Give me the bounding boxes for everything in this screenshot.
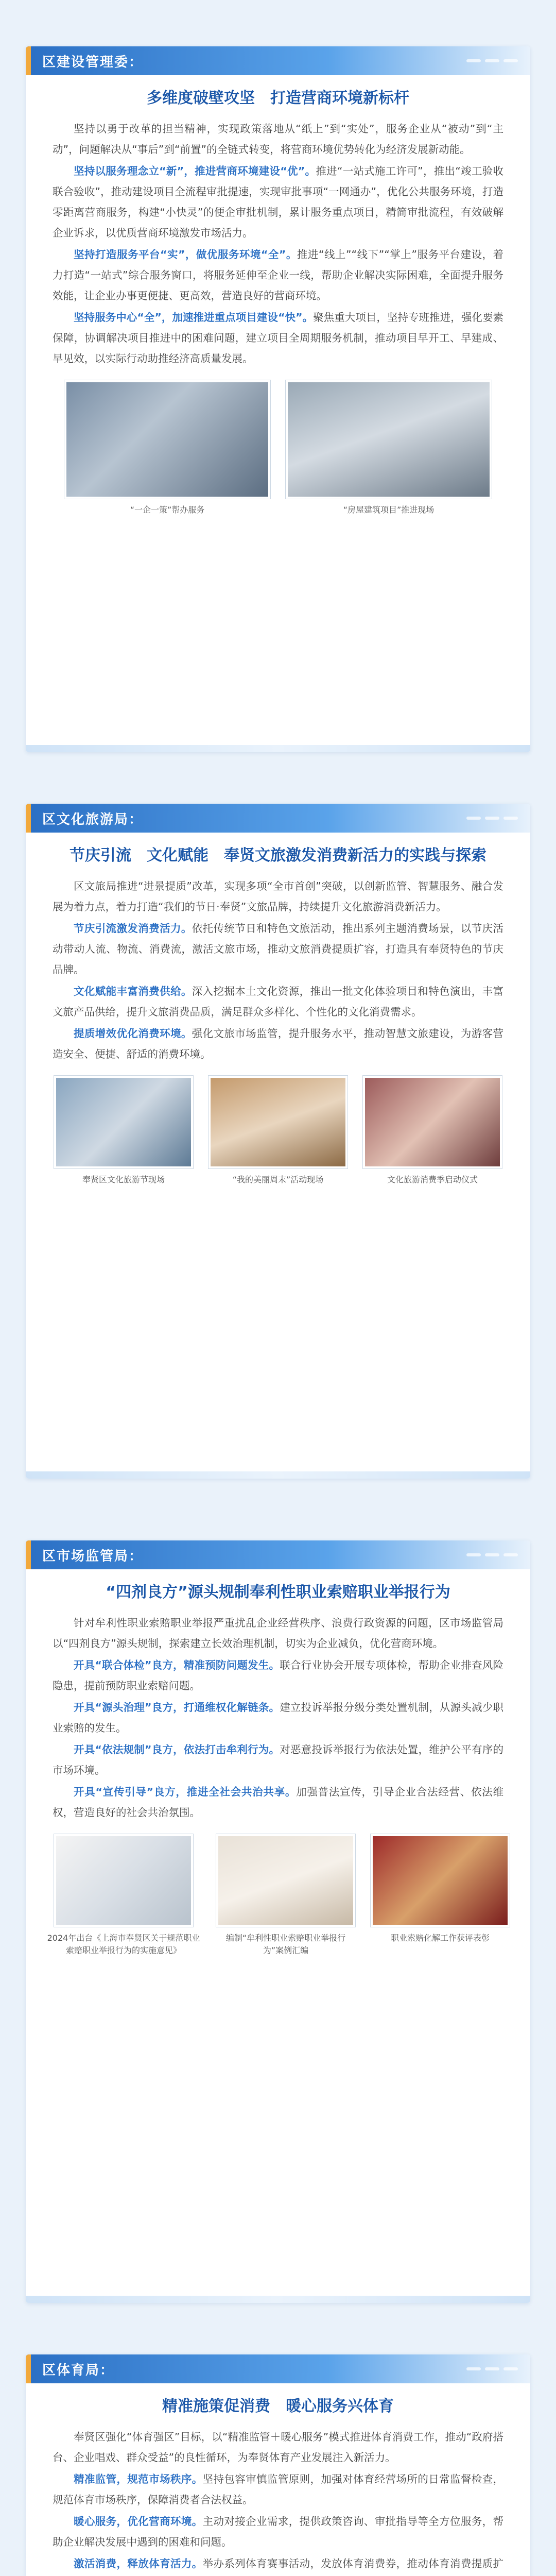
header-decoration: [425, 54, 518, 68]
photo-caption: “一企一策”帮办服务: [130, 505, 205, 515]
photo-row: [26, 1065, 530, 1186]
section-title: 区建设管理委：: [42, 54, 144, 70]
paragraph: 文化赋能丰富消费供给。深入挖掘本土文化资源，推出一批文化体验项目和特色演出，丰富文旅产品供给，提升文旅消费品质，满足群众多样化、个性化的文化消费需求。: [53, 985, 504, 1018]
photo: [371, 1834, 510, 1957]
paragraph: 坚持服务中心“全”，加速推进重点项目建设“快”。聚焦重大项目，坚持专班推进，强化要素保障，协调解决项目推进中的困难问题，建立项目全周期服务机制，推动项目早开工、早建成、早见效，以实际行动助推经济高质量发展。: [53, 311, 503, 365]
photo-caption: 职业索赔化解工作获评表彰: [390, 1933, 490, 1943]
photo-caption: “房屋建筑项目”推进现场: [343, 505, 435, 515]
photo-image: [208, 1076, 348, 1168]
photo-image: [371, 1834, 510, 1927]
paragraph: 开具“宣传引导”良方，推进全社会共治共享。加强普法宣传，引导企业合法经营、依法维权，营造良好的社会共治氛围。: [53, 1786, 503, 1819]
photo: [46, 1834, 201, 1957]
photo-image: [54, 1834, 193, 1927]
section-header: [26, 804, 530, 833]
photo-caption: 文化旅游消费季启动仪式: [387, 1175, 478, 1184]
section-title: 区市场监管局：: [42, 1548, 144, 1564]
photo-image: [216, 1834, 355, 1927]
paragraph: 坚持以勇于改革的担当精神，实现政策落地从“纸上”到“实处”，服务企业从“被动”到“主动”，问题解决从“事后”到“前置”的全链式转变，将营商环境优势转化为经济发展新动能。: [53, 123, 503, 156]
header-decoration: [425, 811, 518, 825]
section-title: 区文化旅游局：: [42, 811, 144, 827]
section-header: [26, 46, 530, 75]
photo-image: [64, 380, 270, 499]
paragraph: 提质增效优化消费环境。强化文旅市场监管，提升服务水平，推动智慧文旅建设，为游客营造安全、便捷、舒适的消费环境。: [53, 1027, 504, 1060]
section-headline: 精准施策促消费 暖心服务兴体育: [162, 2397, 394, 2415]
section-construction: [26, 46, 530, 752]
paragraph: 节庆引流激发消费活力。依托传统节日和特色文旅活动，推出系列主题消费场景，以节庆活动带动人流、物流、消费流，激活文旅市场，推动文旅消费提质扩容，打造具有奉贤特色的节庆品牌。: [53, 922, 504, 976]
paragraph: 坚持打造服务平台“实”，做优服务环境“全”。推进“线上”“线下”“掌上”服务平台建设，着力打造“一站式”综合服务窗口，将服务延伸至企业一线，帮助企业解决实际困难，全面提升服务效能，让企业办事更便捷、更高效，营造良好的营商环境。: [53, 248, 503, 302]
section-culture-tourism: [26, 804, 530, 1479]
paragraph: 针对牟利性职业索赔职业举报严重扰乱企业经营秩序、浪费行政资源的问题，区市场监管局以“四剂良方”源头规制，探索建立长效治理机制，切实为企业减负，优化营商环境。: [53, 1617, 503, 1650]
photo: [208, 1076, 348, 1186]
photo-image: [286, 380, 492, 499]
photo-caption: 2024年出台《上海市奉贤区关于规范职业索赔职业举报行为的实施意见》: [47, 1933, 200, 1955]
photo-caption: “我的美丽周末”活动现场: [232, 1175, 324, 1184]
photo-caption: 奉贤区文化旅游节现场: [82, 1175, 165, 1184]
paragraph: 开具“联合体检”良方，精准预防问题发生。联合行业协会开展专项体检，帮助企业排查风险隐患，提前预防职业索赔问题。: [53, 1659, 503, 1692]
photo-row: [26, 1824, 530, 1957]
photo: [54, 1076, 193, 1186]
photo-image: [363, 1076, 502, 1168]
section-sports: [26, 2354, 530, 2576]
paragraph: 暖心服务，优化营商环境。主动对接企业需求，提供政策咨询、审批指导等全方位服务，帮助企业解决发展中遇到的困难和问题。: [53, 2515, 504, 2548]
photo-image: [54, 1076, 193, 1168]
paragraph: 开具“源头治理”良方，打通维权化解链条。建立投诉举报分级分类处置机制，从源头减少职业索赔的发生。: [53, 1701, 503, 1734]
section-body: [26, 1607, 530, 1823]
section-market-regulation: [26, 1540, 530, 2303]
paragraph: 开具“依法规制”良方，依法打击牟利行为。对恶意投诉举报行为依法处置，维护公平有序的市场环境。: [53, 1743, 503, 1776]
header-decoration: [425, 1548, 518, 1562]
section-body: [26, 113, 530, 369]
section-headline: 节庆引流 文化赋能 奉贤文旅激发消费新活力的实践与探索: [70, 846, 486, 865]
photo: [286, 380, 492, 516]
section-body: [26, 871, 530, 1064]
section-title: 区体育局：: [42, 2362, 115, 2378]
section-headline: “四剂良方”源头规制奉利性职业索赔职业举报行为: [106, 1583, 450, 1601]
photo: [363, 1076, 502, 1186]
photo-row: [26, 370, 530, 516]
photo: [216, 1834, 355, 1957]
section-header: [26, 2354, 530, 2383]
paragraph: 激活消费，释放体育活力。举办系列体育赛事活动，发放体育消费券，推动体育消费提质扩: [74, 2557, 504, 2570]
photo: [64, 380, 270, 516]
paragraph: 精准监管，规范市场秩序。坚持包容审慎监管原则，加强对体育经营场所的日常监督检查，规范体育市场秩序，保障消费者合法权益。: [53, 2473, 504, 2506]
section-body: [26, 2421, 530, 2576]
paragraph: 区文旅局推进“进景提质”改革，实现多项“全市首创”突破，以创新监管、智慧服务、融合发展为着力点，着力打造“我们的节日·奉贤”文旅品牌，持续提升文化旅游消费新活力。: [53, 880, 503, 913]
paragraph: 奉贤区强化“体育强区”目标，以“精准监管＋暖心服务”模式推进体育消费工作，推动“政府搭台、企业唱戏、群众受益”的良性循环，为奉贤体育产业发展注入新活力。: [53, 2431, 503, 2464]
section-header: [26, 1540, 530, 1569]
section-headline: 多维度破壁攻坚 打造营商环境新标杆: [147, 89, 409, 107]
paragraph: 坚持以服务理念立“新”，推进营商环境建设“优”。推进“一站式施工许可”，推出“竣工验收联合验收”，推动建设项目全流程审批提速，实现审批事项“一网通办”，优化公共服务环境，打造零距离营商服务，构建“小快灵”的便企审批机制，累计服务重点项目，精简审批流程，有效破解企业诉求，以优质营商环境激发市场活力。: [53, 165, 503, 239]
header-decoration: [425, 2362, 518, 2376]
photo-caption: 编制“牟利性职业索赔职业举报行为”案例汇编: [225, 1933, 346, 1955]
